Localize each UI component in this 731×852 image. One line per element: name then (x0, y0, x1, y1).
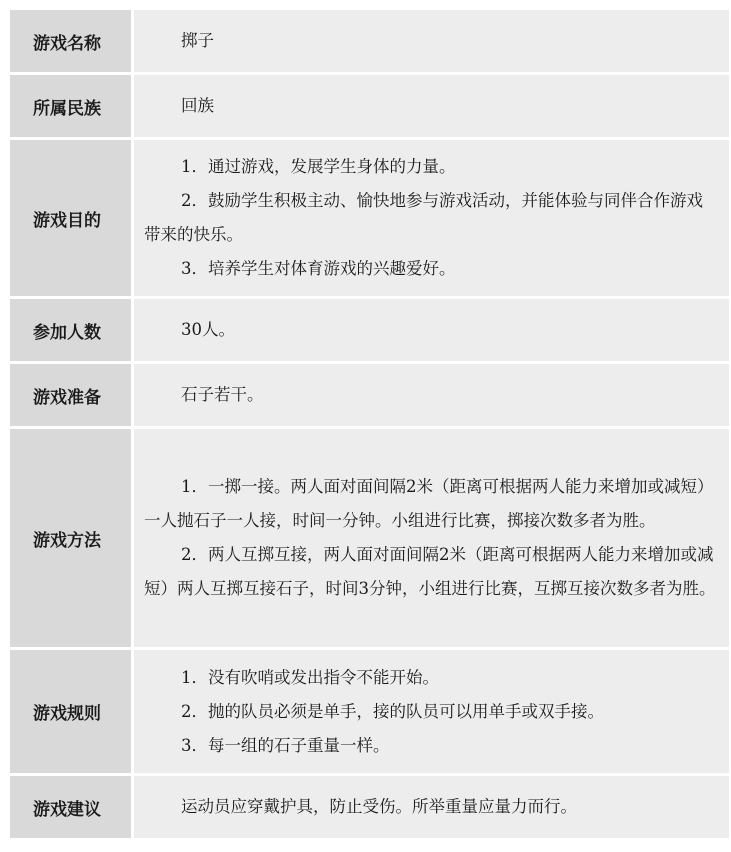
row-value-cell (134, 650, 729, 773)
row-label-cell (10, 364, 134, 426)
row-value-cell (134, 10, 729, 72)
table-row (10, 299, 729, 361)
row-label: 参加人数 (33, 322, 101, 343)
table-row (10, 650, 729, 773)
row-label: 游戏名称 (33, 33, 101, 54)
table-row (10, 364, 729, 426)
table-row (10, 140, 729, 296)
row-value-list (134, 651, 729, 773)
row-label: 游戏方法 (33, 530, 101, 551)
row-label-cell (10, 10, 134, 72)
list-item (144, 252, 717, 286)
list-item (144, 661, 717, 695)
row-label-cell (10, 650, 134, 773)
row-label: 游戏准备 (33, 387, 101, 408)
item-text: 两人互掷互接，两人面对面间隔2米（距离可根据两人能力来增加或减短）两人互掷互接石子，时间3分钟，小组进行比赛，互掷互接次数多者为胜。 (144, 545, 716, 598)
table-row (10, 10, 729, 72)
row-value: 掷子 (181, 31, 214, 50)
list-item (144, 470, 717, 538)
item-number: 1． (181, 477, 208, 496)
row-value-cell (134, 364, 729, 426)
row-label-cell (10, 776, 134, 838)
table-row (10, 429, 729, 647)
list-item (144, 538, 717, 606)
item-text: 没有吹哨或发出指令不能开始。 (208, 667, 439, 687)
item-number: 3． (181, 735, 208, 755)
row-label: 游戏规则 (33, 704, 101, 724)
list-item (144, 729, 717, 763)
row-label-cell (10, 299, 134, 361)
table-row (10, 75, 729, 137)
table-row (10, 776, 729, 838)
row-value-list (134, 140, 729, 296)
item-number: 2． (181, 545, 208, 564)
row-value: 回族 (181, 96, 214, 115)
item-number: 2． (181, 191, 208, 210)
item-text: 抛的队员必须是单手，接的队员可以用单手或双手接。 (208, 701, 604, 721)
row-label-cell (10, 140, 134, 296)
list-item (144, 150, 717, 184)
item-number: 2． (181, 701, 208, 721)
item-number: 1． (181, 157, 208, 176)
row-value: 运动员应穿戴护具，防止受伤。所举重量应量力而行。 (181, 797, 577, 816)
item-text: 鼓励学生积极主动、愉快地参与游戏活动，并能体验与同伴合作游戏带来的快乐。 (144, 191, 703, 244)
row-value-cell (134, 299, 729, 361)
item-text: 通过游戏，发展学生身体的力量。 (208, 157, 456, 176)
list-item (144, 695, 717, 729)
item-number: 3． (181, 259, 208, 278)
item-text: 培养学生对体育游戏的兴趣爱好。 (208, 259, 456, 278)
item-text: 一掷一接。两人面对面间隔2米（距离可根据两人能力来增加或减短）一人抛石子一人接，时间一分钟。小组进行比赛，掷接次数多者为胜。 (144, 477, 714, 530)
table-body (10, 10, 729, 838)
row-value-cell (134, 75, 729, 137)
row-value: 石子若干。 (181, 385, 264, 404)
item-text: 每一组的石子重量一样。 (208, 735, 390, 755)
row-value: 30人。 (181, 320, 235, 339)
row-label-cell (10, 429, 134, 647)
row-value-cell (134, 140, 729, 296)
item-number: 1． (181, 667, 208, 687)
game-info-table (10, 7, 729, 841)
row-label: 游戏建议 (33, 799, 101, 820)
row-label: 游戏目的 (33, 210, 101, 231)
row-value-cell (134, 429, 729, 647)
row-value-cell (134, 776, 729, 838)
list-item (144, 184, 717, 252)
row-label: 所属民族 (33, 98, 101, 119)
row-value-list (134, 460, 729, 616)
row-label-cell (10, 75, 134, 137)
